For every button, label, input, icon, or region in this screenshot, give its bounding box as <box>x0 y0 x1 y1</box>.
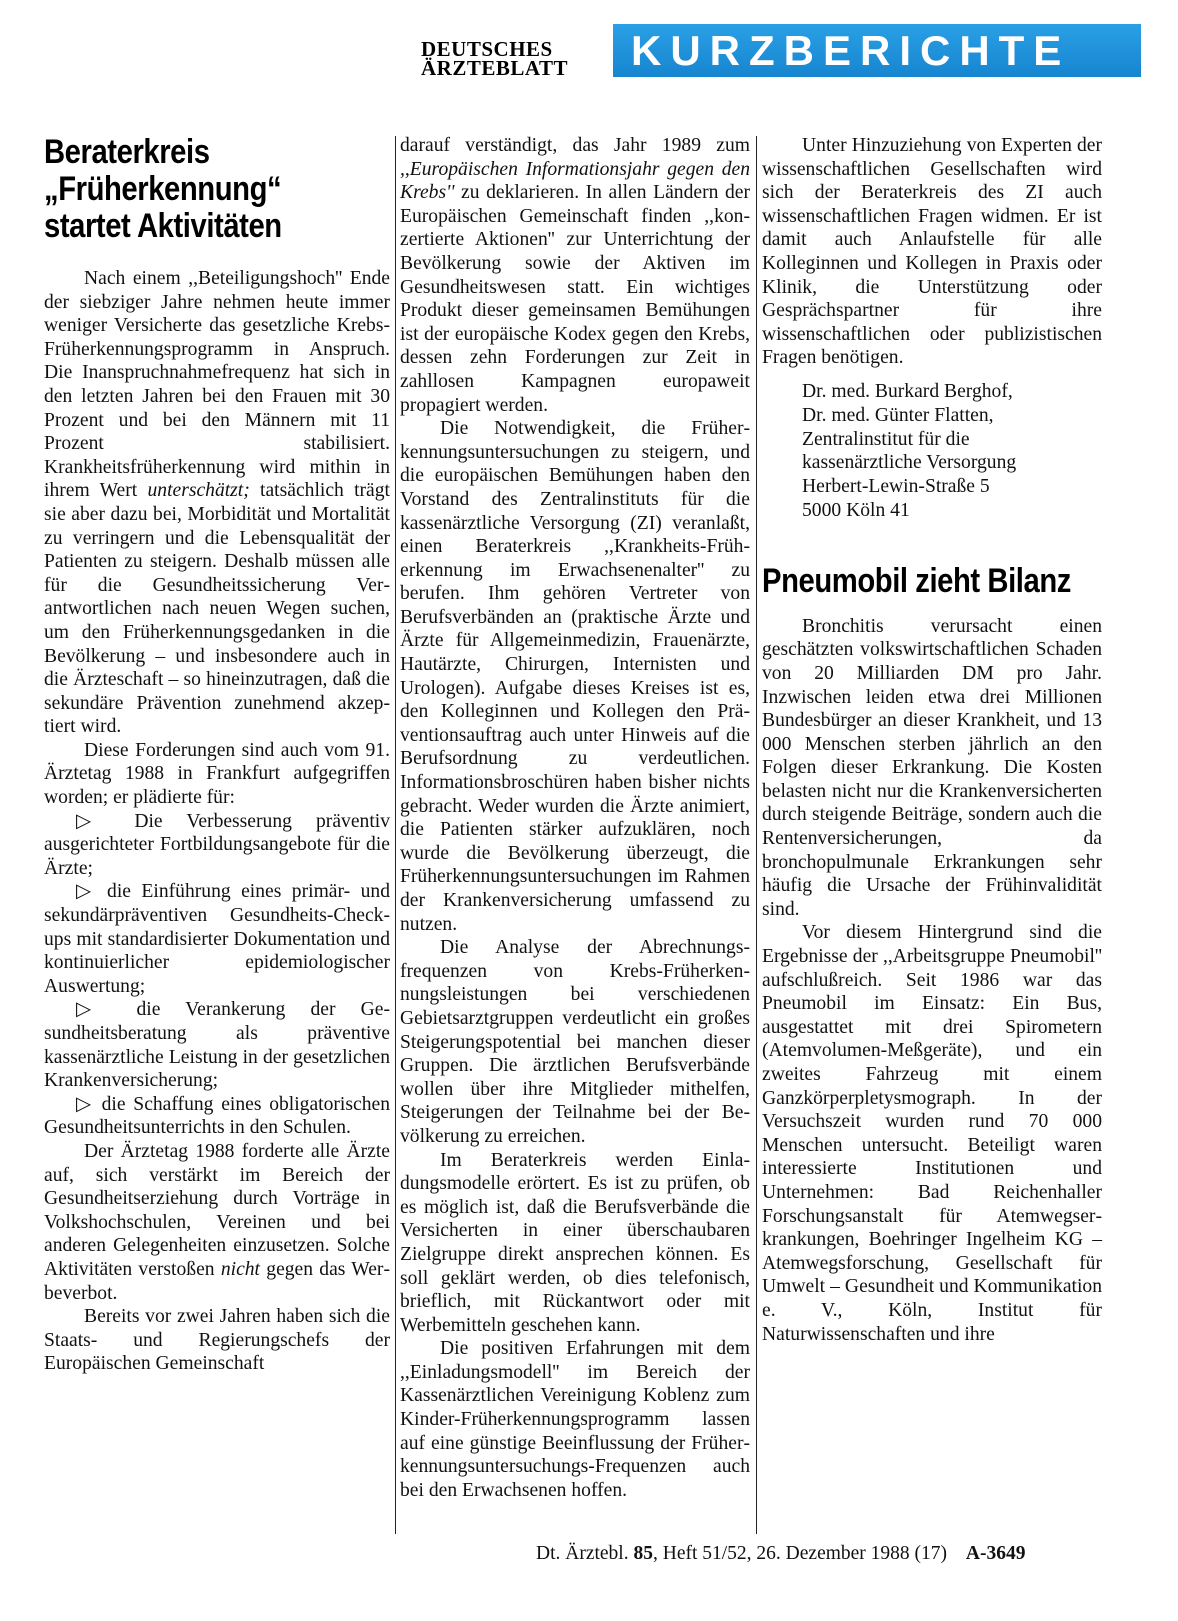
address-city: 5000 Köln 41 <box>802 499 910 521</box>
masthead <box>421 24 1141 80</box>
citation: , Heft 51/52, 26. Dezember 1988 (17) <box>652 1543 948 1564</box>
title-line: Beraterkreis <box>44 133 210 171</box>
page-footer <box>536 1542 1025 1566</box>
bullet-item: ▷ die Verankerung der Gesundheitsberatung als präventive kassenärztliche Leistung in der gesetzlichen Krankenversicherung; <box>44 999 390 1092</box>
page-number: A-3649 <box>965 1543 1026 1564</box>
paragraph: Bronchitis verursacht einen geschätzten volkswirtschaftlichen Schaden von 20 Milliarden DM pro Jahr. Inzwischen leiden etwa drei Millionen Bundesbürger an dieser Krankheit, und 13 000 Menschen sterben jährlich an den Folgen dieser Erkrankung. Die Kosten belasten nicht nur die Krankenversicherten durch steigende Beiträge, sondern auch die Rentenversicherungen, da bronchopulmunale Erkrankungen sehr häufig die Ursache der Frühinvalidität sind. <box>762 615 1102 920</box>
column-1 <box>44 134 390 1376</box>
volume: 85 <box>633 1543 653 1564</box>
bullet-item: ▷ die Schaffung eines obligatorischen Gesundheitsunterrichts in den Schulen. <box>44 1093 390 1139</box>
section-banner: KURZBERICHTE <box>613 24 1141 77</box>
paragraph: Die Notwendigkeit, die Früherkennungsuntersuchungen zu steigern, und die europäischen Bemühungen haben den Vorstand des Zentralinstituts für die kassenärztliche Versorgung (ZI) veranlaßt, einen Beraterkreis ,,Krankheits-Früherkennung im Erwachsenenalter'' zu berufen. Ihm gehören Vertreter von Berufsverbänden an (praktische Ärzte und Ärzte für Allgemeinmedizin, Frauenärzte, Hautärzte, Chirurgen, Internisten und Urologen). Aufgabe dieses Kreises ist es, den Kolleginnen und Kollegen den Präventionsauftrag auch unter Hinweis auf die Berufsordnung zu verdeutlichen. Informationsbroschüren haben bisher nichts gebracht. Weder wurden die Ärzte animiert, die Patienten stärker aufzuklären, noch wurde die Bevölkerung überzeugt, die Früherkennungsuntersuchungen im Rahmen der Krankenversicherung umfassend zu nutzen. <box>400 418 750 935</box>
paragraph: Diese Forderungen sind auch vom 91. Ärztetag 1988 in Frankfurt aufgegriffen worden; er plädierte für: <box>44 739 390 809</box>
paragraph: Bereits vor zwei Jahren haben sich die Staats- und Regierungschefs der Europäischen Gemeinschaft <box>44 1306 390 1375</box>
column-divider <box>756 136 757 1534</box>
title-line: startet Aktivitäten <box>44 207 282 245</box>
paragraph: Im Beraterkreis werden Einladungsmodelle erörtert. Es ist zu prüfen, ob es möglich ist, daß die Berufsverbände die Versicherten in einer überschaubaren Zielgruppe direkt ansprechen können. Es soll geklärt werden, ob dies telefonisch, brieflich, mit Rückantwort oder mit Werbemitteln geschehen kann. <box>400 1149 750 1336</box>
paragraph-continued: darauf verständigt, das Jahr 1989 zum ,,Europäischen Informationsjahr gegen den Krebs'' zu deklarieren. In allen Ländern der Europäischen Gemeinschaft finden ,,konzertierte Aktionen'' zur Unterrichtung der Bevölkerung sowie der Aktiven im Gesundheitswesen statt. Ein wichtiges Produkt dieser gemeinsamen Bemühungen ist der europäische Kodex gegen den Krebs, dessen zehn Forderungen zur Zeit in zahllosen Kampagnen europaweit propagiert werden. <box>400 135 750 416</box>
article-title: Pneumobil zieht Bilanz <box>762 561 1071 600</box>
column-3 <box>762 134 1102 1346</box>
article-title <box>44 134 386 245</box>
institution: Zentralinstitut für die <box>802 428 970 450</box>
paragraph: Nach einem ,,Beteiligungshoch'' Ende der siebziger Jahre nehmen heute immer weniger Versicherte das gesetzliche Krebs-Früherkennungsprogramm in Anspruch. Die Inanspruchnahmefrequenz hat sich in den letzten Jahren bei den Frauen mit 30 Prozent und bei den Männern mit 11 Prozent stabilisiert. Krankheitsfrüherkennung wird mithin in ihrem Wert unterschätzt; tatsächlich trägt sie aber dazu bei, Morbidität und Mortalität zu verringern und die Lebensqualität der Patienten zu steigern. Deshalb müssen alle für die Gesundheitssicherung Verantwortlichen nach neuen Wegen suchen, um den Früherkennungsgedanken in die Bevölkerung – und insbesondere auch in die Ärzteschaft – so hineinzutragen, daß die sekundäre Prävention zunehmend akzeptiert wird. <box>44 268 390 738</box>
author-name: Dr. med. Günter Flatten, <box>802 404 994 426</box>
paragraph: Vor diesem Hintergrund sind die Ergebnisse der ,,Arbeitsgruppe Pneumobil'' aufschlußreich. Seit 1986 war das Pneumobil im Einsatz: Ein Bus, ausgestattet mit drei Spirometern (Atemvolumen-Meßgeräte), und ein zweites Fahrzeug mit einem Ganzkörperpletysmograph. In der Versuchszeit wurden rund 70 000 Menschen untersucht. Beteiligt waren interessierte Institutionen und Unternehmen: Bad Reichenhaller Forschungsanstalt für Atemwegserkrankungen, Boehringer Ingelheim KG – Atemwegsforschung, Gesellschaft für Umwelt – Gesundheit und Kommunikation e. V., Köln, Institut für Naturwissenschaften und ihre <box>762 922 1102 1345</box>
journal-name-line2: ÄRZTEBLATT <box>421 56 568 80</box>
address-street: Herbert-Lewin-Straße 5 <box>802 476 990 498</box>
journal-logo <box>421 37 568 80</box>
column-2 <box>400 134 750 1502</box>
paragraph: Die positiven Erfahrungen mit dem ,,Einladungsmodell'' im Bereich der Kassenärztlichen Vereinigung Koblenz zum Kinder-Früherkennungsprogramm lassen auf eine günstige Beeinflussung der Früherkennungsuntersuchungs-Frequenzen auch bei den Erwachsenen hoffen. <box>400 1338 750 1501</box>
journal-name-line1: DEUTSCHES <box>421 37 553 61</box>
bullet-item: ▷ Die Verbesserung präventiv ausgerichteter Fortbildungsangebote für die Ärzte; <box>44 810 390 879</box>
institution: kassenärztliche Versorgung <box>802 452 1017 474</box>
column-divider <box>395 136 396 1534</box>
author-name: Dr. med. Burkard Berghof, <box>802 380 1013 402</box>
paragraph: Die Analyse der Abrechnungsfrequenzen von Krebs-Früherkennungsleistungen bei verschiedenen Gebietsarztgruppen verdeutlicht ein großes Steigerungspotential bei manchen dieser Gruppen. Die ärztlichen Berufsverbände wollen über ihre Mitglieder mithelfen, Steigerungen der Teilnahme bei der Bevölkerung zu erreichen. <box>400 937 750 1147</box>
bullet-item: ▷ die Einführung eines primär- und sekundärpräventiven Gesundheits-Check-ups mit standardisierter Dokumentation und kontinuierlicher epidemiologischer Auswertung; <box>44 881 390 997</box>
title-line: „Früherkennung“ <box>44 170 282 208</box>
paragraph: Unter Hinzuziehung von Experten der wissenschaftlichen Gesellschaften wird sich der Beraterkreis des ZI auch wissenschaftlichen Fragen widmen. Er ist damit auch Anlaufstelle für alle Kolleginnen und Kollegen in Praxis oder Klinik, die Unterstützung oder Gesprächspartner für ihre wissenschaftlichen oder publizistischen Fragen benötigen. <box>762 135 1102 369</box>
author-signature <box>762 380 1102 523</box>
citation: Dt. Ärztebl. <box>536 1543 629 1564</box>
paragraph: Der Ärztetag 1988 forderte alle Ärzte auf, sich verstärkt im Bereich der Gesundheitserziehung durch Vorträge in Volkshochschulen, Vereinen und bei anderen Gelegenheiten einzusetzen. Solche Aktivitäten verstoßen nicht gegen das Werbeverbot. <box>44 1140 390 1304</box>
